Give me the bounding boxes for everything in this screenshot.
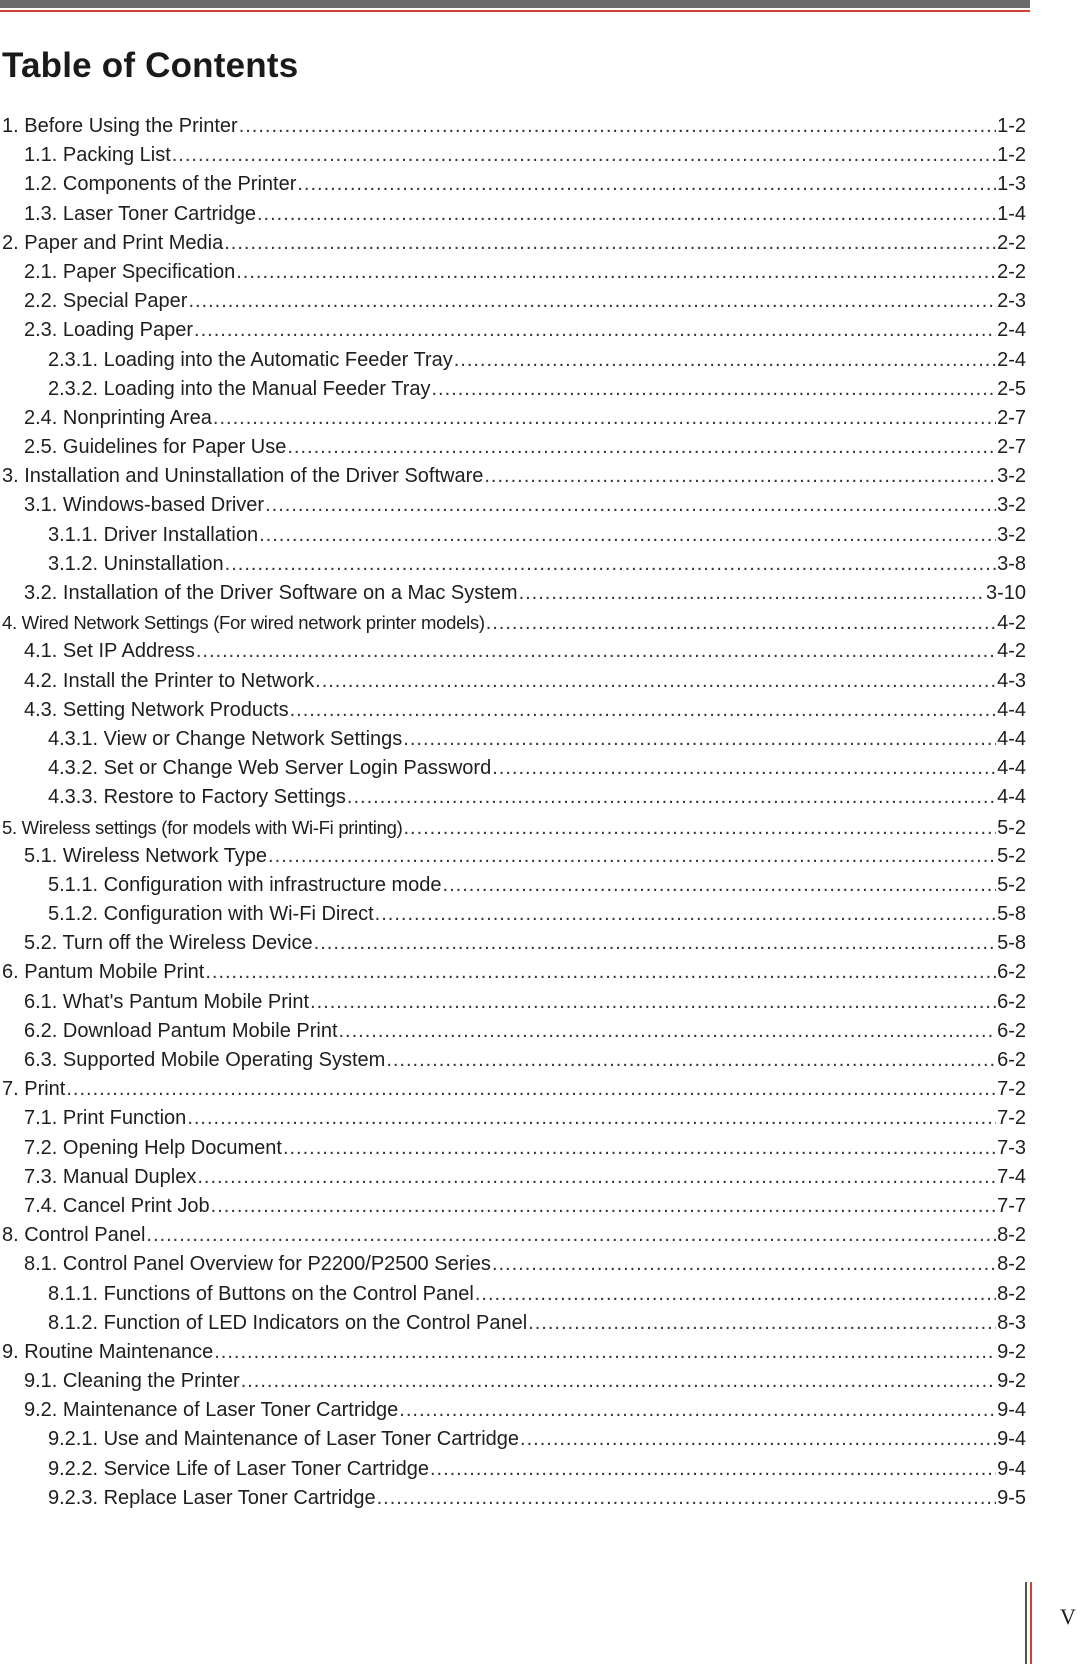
toc-entry-page: 1-4: [997, 202, 1026, 225]
toc-entry[interactable]: [0, 1484, 1026, 1513]
dot-leader: [297, 170, 996, 199]
toc-entry-title: 1. Before Using the Printer: [2, 115, 238, 137]
toc-entry-page: 7-7: [997, 1194, 1026, 1217]
dot-leader: [475, 1280, 996, 1309]
toc-entry[interactable]: [0, 1104, 1026, 1133]
toc-entry[interactable]: [0, 1017, 1026, 1046]
toc-entry-title: 3. Installation and Uninstallation of the Driver Software: [2, 465, 484, 488]
toc-entry-title: 5.2. Turn off the Wireless Device: [24, 932, 313, 955]
dot-leader: [225, 550, 996, 579]
toc-entry-page: 9-2: [997, 1340, 1026, 1363]
dot-leader: [213, 404, 996, 433]
dot-leader: [519, 579, 985, 608]
toc-entry[interactable]: [0, 1367, 1026, 1396]
dot-leader: [214, 1338, 996, 1367]
toc-entry[interactable]: [0, 608, 1026, 637]
toc-entry-title: 9.2.3. Replace Laser Toner Cartridge: [48, 1486, 376, 1509]
toc-entry[interactable]: [0, 783, 1026, 812]
dot-leader: [443, 871, 997, 900]
dot-leader: [146, 1221, 996, 1250]
toc-entry[interactable]: [0, 1425, 1026, 1454]
toc-entry-page: 5-2: [997, 873, 1026, 896]
toc-entry-page: 9-2: [997, 1370, 1026, 1393]
toc-entry[interactable]: [0, 462, 1026, 491]
toc-entry-title: 6.2. Download Pantum Mobile Print: [24, 1019, 338, 1042]
toc-entry[interactable]: [0, 1075, 1026, 1104]
toc-entry-page: 9-4: [997, 1399, 1026, 1422]
dot-leader: [386, 1046, 996, 1075]
toc-entry[interactable]: [0, 696, 1026, 725]
header-rule-red: [0, 10, 1030, 12]
toc-entry-title: 7.2. Opening Help Document: [24, 1136, 282, 1159]
toc-entry[interactable]: [0, 579, 1026, 608]
dot-leader: [224, 229, 996, 258]
toc-entry-title: 8.1.2. Function of LED Indicators on the Control Panel: [48, 1311, 528, 1334]
toc-entry[interactable]: [0, 637, 1026, 666]
toc-entry[interactable]: [0, 754, 1026, 783]
toc-entry-page: 8-3: [997, 1311, 1026, 1334]
toc-entry-title: 4. Wired Network Settings (For wired network printer models): [2, 612, 485, 634]
dot-leader: [196, 637, 996, 666]
dot-leader: [492, 754, 996, 783]
toc-entry-title: 9. Routine Maintenance: [2, 1340, 214, 1363]
toc-entry-title: 5.1. Wireless Network Type: [24, 844, 268, 867]
dot-leader: [375, 900, 996, 929]
toc-entry-title: 3.2. Installation of the Driver Software on a Mac System: [24, 582, 518, 604]
dot-leader: [528, 1309, 996, 1338]
toc-entry[interactable]: [0, 346, 1026, 375]
toc-entry-page: 2-7: [997, 436, 1026, 459]
toc-entry-page: 7-2: [997, 1107, 1026, 1130]
toc-entry-title: 4.3.3. Restore to Factory Settings: [48, 786, 346, 809]
toc-entry-page: 4-2: [997, 612, 1026, 635]
dot-leader: [194, 316, 996, 345]
toc-entry-page: 2-4: [997, 319, 1026, 342]
dot-leader: [430, 1455, 996, 1484]
toc-entry-page: 8-2: [997, 1224, 1026, 1247]
toc-entry-title: 9.2. Maintenance of Laser Toner Cartridge: [24, 1399, 399, 1422]
toc-entry[interactable]: [0, 725, 1026, 754]
toc-entry[interactable]: [0, 1163, 1026, 1192]
dot-leader: [287, 433, 996, 462]
toc-entry-page: 1-2: [997, 115, 1026, 137]
toc-entry-title: 1.1. Packing List: [24, 144, 171, 167]
toc-entry[interactable]: [0, 1221, 1026, 1250]
toc-entry-title: 2.5. Guidelines for Paper Use: [24, 436, 287, 459]
toc-entry-title: 4.3. Setting Network Products: [24, 698, 289, 721]
toc-entry-page: 3-10: [985, 582, 1026, 604]
dot-leader: [187, 1104, 996, 1133]
dot-leader: [268, 842, 996, 871]
toc-entry[interactable]: [0, 375, 1026, 404]
toc-entry-page: 6-2: [997, 990, 1026, 1013]
table-of-contents: [0, 112, 1026, 1513]
footer-rule-red: [1030, 1582, 1032, 1664]
dot-leader: [399, 1396, 996, 1425]
dot-leader: [486, 609, 996, 637]
dot-leader: [257, 200, 996, 229]
toc-entry-page: 6-2: [997, 1049, 1026, 1071]
toc-entry[interactable]: [0, 1280, 1026, 1309]
toc-entry-title: 9.2.1. Use and Maintenance of Laser Toner Cartridge: [48, 1428, 520, 1451]
toc-entry[interactable]: [0, 112, 1026, 141]
dot-leader: [290, 696, 997, 725]
toc-entry-title: 3.1.1. Driver Installation: [48, 523, 259, 546]
page-number: V: [1060, 1604, 1076, 1629]
toc-entry[interactable]: [0, 550, 1026, 579]
toc-entry-title: 6. Pantum Mobile Print: [2, 961, 205, 984]
toc-entry-title: 1.3. Laser Toner Cartridge: [24, 202, 256, 225]
dot-leader: [211, 1192, 996, 1221]
toc-entry-title: 5.1.1. Configuration with infrastructure mode: [48, 873, 442, 896]
toc-entry-page: 4-3: [997, 669, 1026, 692]
toc-entry-title: 2.3. Loading Paper: [24, 319, 194, 342]
toc-entry-page: 5-8: [997, 903, 1026, 926]
header-rule-dark: [0, 0, 1030, 8]
toc-entry-page: 7-3: [997, 1136, 1026, 1159]
dot-leader: [484, 462, 996, 491]
toc-entry-title: 6.3. Supported Mobile Operating System: [24, 1049, 386, 1071]
toc-entry-page: 1-2: [997, 144, 1026, 167]
footer-rule-dark: [1025, 1582, 1027, 1664]
toc-entry[interactable]: [0, 258, 1026, 287]
dot-leader: [431, 375, 996, 404]
toc-entry-page: 2-7: [997, 406, 1026, 429]
toc-entry[interactable]: [0, 988, 1026, 1017]
toc-entry[interactable]: [0, 521, 1026, 550]
toc-entry[interactable]: [0, 900, 1026, 929]
toc-entry-page: 5-2: [997, 844, 1026, 867]
dot-leader: [66, 1075, 996, 1104]
dot-leader: [403, 814, 996, 842]
toc-entry-title: 8.1.1. Functions of Buttons on the Control Panel: [48, 1282, 474, 1305]
toc-entry-title: 2.3.2. Loading into the Manual Feeder Tray: [48, 377, 431, 400]
dot-leader: [241, 1367, 996, 1396]
dot-leader: [236, 258, 996, 287]
toc-entry-page: 8-2: [997, 1253, 1026, 1276]
toc-entry-title: 5.1.2. Configuration with Wi-Fi Direct: [48, 903, 374, 926]
toc-entry[interactable]: [0, 1396, 1026, 1425]
toc-entry-page: 4-4: [997, 757, 1026, 780]
toc-entry-title: 4.1. Set IP Address: [24, 640, 195, 663]
toc-entry-page: 4-2: [997, 640, 1026, 663]
toc-entry[interactable]: [0, 1455, 1026, 1484]
toc-entry-page: 6-2: [997, 961, 1026, 984]
toc-entry-title: 8.1. Control Panel Overview for P2200/P2500 Series: [24, 1253, 491, 1276]
dot-leader: [205, 958, 996, 987]
toc-entry-title: 7.3. Manual Duplex: [24, 1165, 197, 1188]
dot-leader: [492, 1250, 996, 1279]
toc-entry[interactable]: [0, 667, 1026, 696]
toc-entry-title: 3.1.2. Uninstallation: [48, 552, 224, 575]
toc-entry[interactable]: [0, 929, 1026, 958]
toc-entry-page: 5-2: [997, 816, 1026, 839]
toc-entry-title: 4.2. Install the Printer to Network: [24, 669, 315, 692]
toc-entry[interactable]: [0, 1134, 1026, 1163]
toc-entry-page: 2-5: [997, 377, 1026, 400]
toc-entry[interactable]: [0, 1338, 1026, 1367]
dot-leader: [347, 783, 996, 812]
toc-entry[interactable]: [0, 1046, 1026, 1075]
dot-leader: [310, 988, 996, 1017]
toc-entry-page: 7-2: [997, 1078, 1026, 1101]
toc-entry-title: 8. Control Panel: [2, 1224, 146, 1247]
dot-leader: [454, 346, 996, 375]
toc-entry[interactable]: [0, 842, 1026, 871]
toc-entry-title: 2.4. Nonprinting Area: [24, 406, 212, 429]
toc-entry-title: 6.1. What's Pantum Mobile Print: [24, 990, 310, 1013]
toc-entry-page: 4-4: [997, 727, 1026, 750]
toc-entry-page: 9-4: [997, 1457, 1026, 1480]
toc-entry[interactable]: [0, 1192, 1026, 1221]
toc-entry[interactable]: [0, 871, 1026, 900]
toc-entry-title: 3.1. Windows-based Driver: [24, 494, 265, 517]
toc-entry[interactable]: [0, 229, 1026, 258]
dot-leader: [188, 287, 996, 316]
toc-entry-title: 2.3.1. Loading into the Automatic Feeder Tray: [48, 348, 453, 371]
dot-leader: [197, 1163, 996, 1192]
toc-entry[interactable]: [0, 1250, 1026, 1279]
toc-entry-page: 9-5: [997, 1486, 1026, 1509]
toc-entry[interactable]: [0, 141, 1026, 170]
toc-entry-page: 7-4: [997, 1165, 1026, 1188]
toc-entry-title: 2.2. Special Paper: [24, 290, 188, 313]
toc-entry-page: 6-2: [997, 1019, 1026, 1042]
toc-entry-title: 7.1. Print Function: [24, 1107, 187, 1130]
toc-entry-page: 4-4: [997, 786, 1026, 809]
toc-entry-page: 2-4: [997, 348, 1026, 371]
toc-entry[interactable]: [0, 958, 1026, 987]
toc-entry[interactable]: [0, 287, 1026, 316]
toc-entry-title: 2. Paper and Print Media: [2, 231, 224, 254]
dot-leader: [520, 1425, 996, 1454]
toc-entry-page: 8-2: [997, 1282, 1026, 1305]
dot-leader: [172, 141, 996, 170]
toc-entry[interactable]: [0, 200, 1026, 229]
toc-entry-title: 5. Wireless settings (for models with Wi-Fi printing): [2, 816, 403, 838]
toc-entry-page: 3-2: [997, 465, 1026, 488]
toc-entry[interactable]: [0, 316, 1026, 345]
toc-entry-title: 7. Print: [2, 1078, 66, 1101]
dot-leader: [403, 725, 996, 754]
toc-entry-page: 1-3: [997, 173, 1026, 196]
toc-entry-page: 4-4: [997, 698, 1026, 721]
dot-leader: [265, 491, 996, 520]
toc-entry-title: 4.3.2. Set or Change Web Server Login Password: [48, 757, 492, 780]
toc-entry-title: 7.4. Cancel Print Job: [24, 1194, 210, 1217]
toc-entry-page: 2-2: [997, 260, 1026, 283]
dot-leader: [314, 929, 996, 958]
toc-entry-page: 2-3: [997, 290, 1026, 313]
toc-entry-page: 3-2: [997, 494, 1026, 517]
toc-entry-title: 1.2. Components of the Printer: [24, 173, 297, 196]
toc-entry-title: 2.1. Paper Specification: [24, 260, 236, 283]
toc-entry-title: 4.3.1. View or Change Network Settings: [48, 727, 403, 750]
toc-entry[interactable]: [0, 813, 1026, 842]
dot-leader: [339, 1017, 997, 1046]
toc-entry[interactable]: [0, 1309, 1026, 1338]
toc-entry[interactable]: [0, 170, 1026, 199]
dot-leader: [283, 1134, 996, 1163]
dot-leader: [315, 667, 996, 696]
toc-entry-title: 9.1. Cleaning the Printer: [24, 1370, 240, 1393]
toc-entry-page: 2-2: [997, 231, 1026, 254]
toc-entry[interactable]: [0, 433, 1026, 462]
dot-leader: [377, 1484, 996, 1513]
toc-entry-page: 5-8: [997, 932, 1026, 955]
toc-entry[interactable]: [0, 491, 1026, 520]
dot-leader: [259, 521, 996, 550]
page-title: Table of Contents: [2, 46, 299, 85]
toc-entry[interactable]: [0, 404, 1026, 433]
toc-entry-title: 9.2.2. Service Life of Laser Toner Cartridge: [48, 1457, 429, 1480]
dot-leader: [239, 112, 996, 141]
toc-entry-page: 3-8: [997, 552, 1026, 575]
toc-entry-page: 9-4: [997, 1428, 1026, 1451]
toc-entry-page: 3-2: [997, 523, 1026, 546]
